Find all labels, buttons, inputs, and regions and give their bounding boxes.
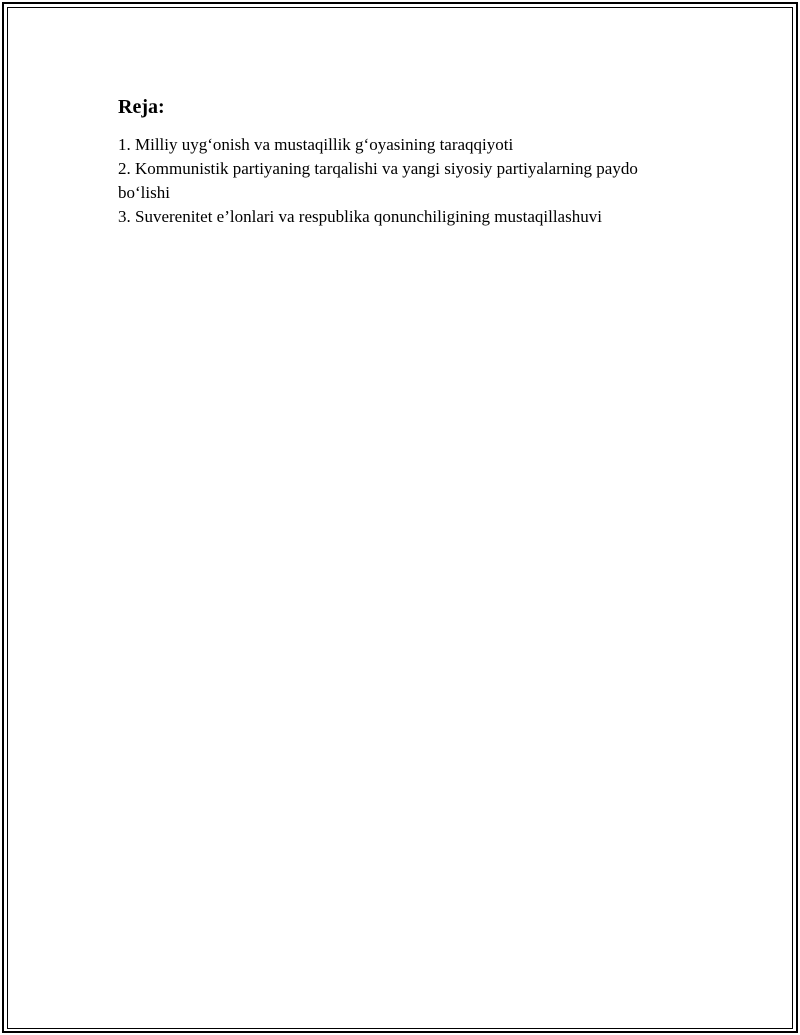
plan-list — [118, 133, 688, 229]
plan-heading: Reja: — [118, 96, 165, 118]
plan-item-1: 1. Milliy uyg‘onish va mustaqillik g‘oyasining taraqqiyoti — [118, 135, 514, 154]
plan-item-2: 2. Kommunistik partiyaning tarqalishi va yangi siyosiy partiyalarning paydo bo‘lishi — [118, 159, 638, 202]
document-body — [118, 95, 688, 229]
plan-item-3: 3. Suverenitet e’lonlari va respublika qonunchiligining mustaqillashuvi — [118, 207, 602, 226]
